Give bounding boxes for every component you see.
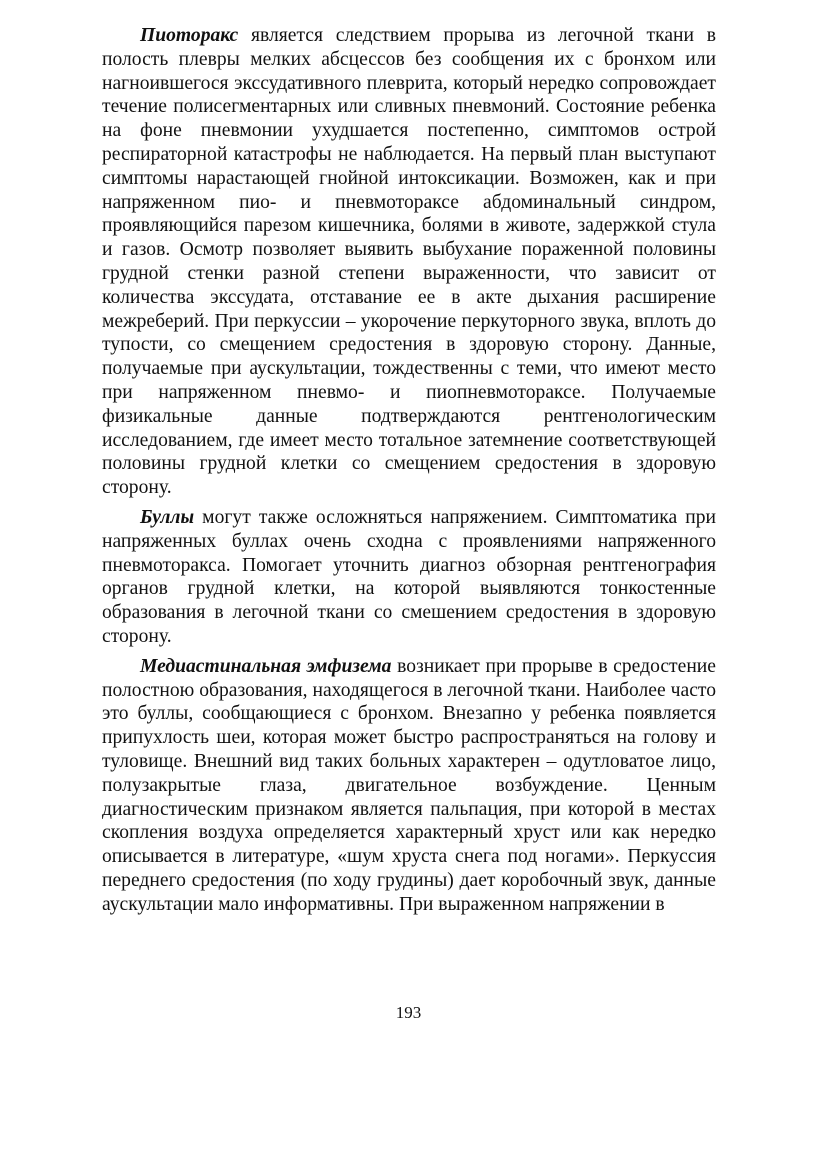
paragraph-text: возникает при прорыве в средостение полостною образования, находящегося в легочной ткани. Наиболее часто это буллы, сообщающиеся с бронхом. Внезапно у ребенка появляется припухлость шеи, которая может быстро распространяться на голову и туловище. Внешний вид таких больных характерен – одутловатое лицо, полузакрытые глаза, двигательное возбуждение. Ценным диагностическим признаком является пальпация, при которой в местах скопления воздуха определяется характерный хруст или как нередко описывается в литературе, «шум хруста снега под ногами». Перкуссия переднего средостения (по ходу грудины) дает коробочный звук, данные аускультации мало информативны. При выраженном напряжении в: [102, 655, 716, 915]
term-piothorax: Пиоторакс: [140, 25, 239, 46]
paragraph-piothorax: [102, 24, 716, 500]
page-number: 193: [395, 1003, 422, 1022]
paragraph-mediastinal-emphysema: [102, 655, 716, 917]
term-mediastinal-emphysema: Медиастинальная эмфизема: [140, 655, 392, 677]
page-body: [102, 24, 716, 916]
paragraph-text: могут также осложняться напряжением. Симптоматика при напряженных буллах очень сходна с проявлениями напряженного пневмоторакса. Помогает уточнить диагноз обзорная рентгенография органов грудной клетки, на которой выявляются тонкостенные образования в легочной ткани со смешением средостения в здоровую сторону.: [102, 506, 716, 647]
paragraph-text: является следствием прорыва из легочной ткани в полость плевры мелких абсцессов без сообщения их с бронхом или нагноившегося экссудативного плеврита, который нередко сопровождает течение полисегментарных или сливных пневмоний. Состояние ребенка на фоне пневмонии ухудшается постепенно, симптомов острой респираторной катастрофы не наблюдается. На первый план выступают симптомы нарастающей гнойной интоксикации. Возможен, как и при напряженном пио- и пневмотораксе абдоминальный синдром, проявляющийся парезом кишечника, болями в животе, задержкой стула и газов. Осмотр позволяет выявить выбухание пораженной половины грудной стенки разной степени выраженности, что зависит от количества экссудата, отставание ее в акте дыхания расширение межреберий. При перкуссии – укорочение перкуторного звука, вплоть до тупости, со смещением средостения в здоровую сторону. Данные, получаемые при аускультации, тождественны с теми, что имеют место при напряженном пневмо- и пиопневмотораксе. Получаемые физикальные данные подтверждаются рентгенологическим исследованием, где имеет место тотальное затемнение соответствующей половины грудной клетки со смещением средостения в здоровую сторону.: [102, 25, 716, 499]
term-bullae: Буллы: [140, 506, 195, 528]
paragraph-bullae: [102, 506, 716, 649]
